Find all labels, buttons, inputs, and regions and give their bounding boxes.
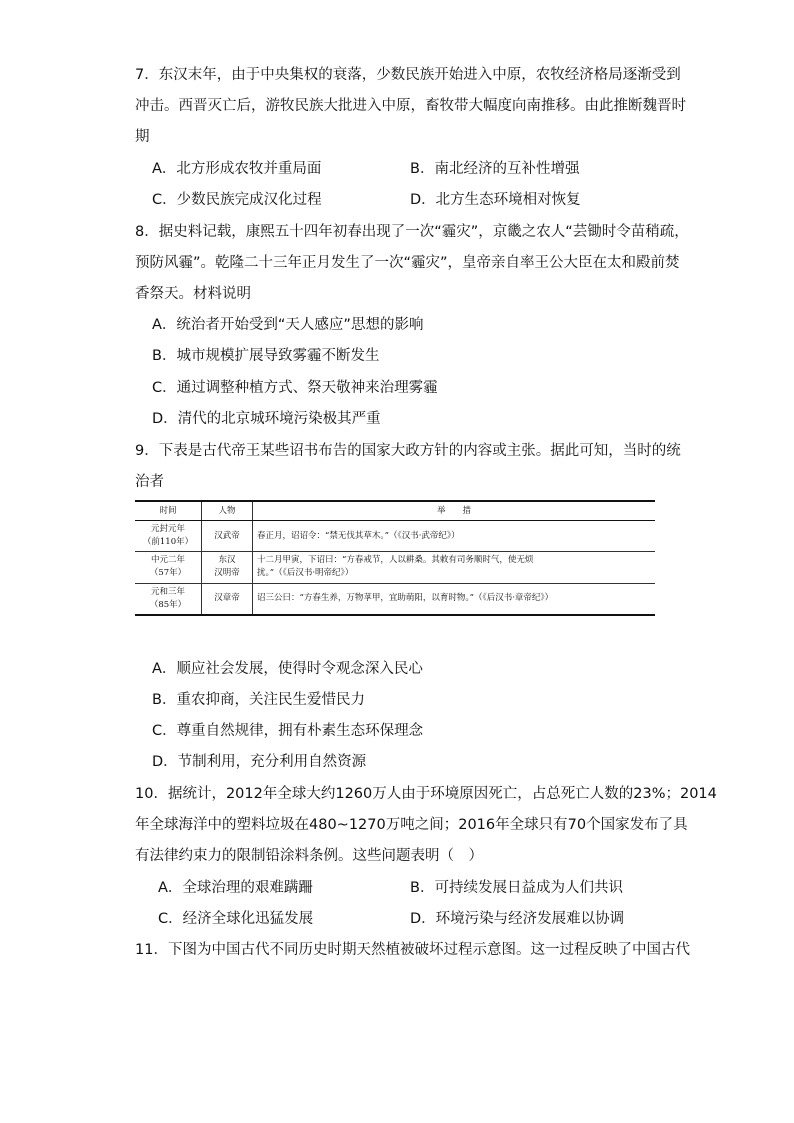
q10-stem-line-2: 年全球海洋中的塑料垃圾在480~1270万吨之间；2016年全球只有70个国家发布了具 (135, 817, 688, 833)
table-cell-measure (253, 521, 656, 552)
q10-stem-line-1: 10．据统计，2012年全球大约1260万人由于环境原因死亡，占总死亡人数的23%；2014 (135, 786, 717, 802)
table-row (135, 583, 655, 615)
q8-stem-line-3: 香祭天。材料说明 (135, 286, 251, 302)
q8-stem-line-1: 8．据史料记载，康熙五十四年初春出现了一次“霾灾”，京畿之农人“芸锄时令苗稍疏， (135, 224, 689, 240)
person-text: 汉武帝 (214, 530, 240, 541)
measure-text: 诏三公曰：“方春生养，万物莩甲，宜助萌阳，以育时物。”（《后汉书·章帝纪》） (257, 593, 554, 604)
q8-option-d[interactable]: D．清代的北京城环境污染极其严重 (152, 411, 381, 427)
table-cell-person (202, 521, 253, 552)
time-year-text: （57年） (149, 568, 187, 579)
q8-option-b[interactable]: B．城市规模扩展导致雾霾不断发生 (152, 348, 380, 364)
table-cell-measure (253, 552, 656, 583)
table-cell-measure (253, 583, 656, 615)
q7-stem-line-1: 7．东汉末年，由于中央集权的衰落，少数民族开始进入中原，农牧经济格局逐渐受到 (135, 67, 681, 83)
table-header-time: 时间 (135, 501, 202, 521)
q9-option-d[interactable]: D．节制利用，充分利用自然资源 (152, 754, 367, 770)
time-year-text: （前110年） (142, 537, 194, 548)
table-header-person: 人物 (202, 501, 253, 521)
q10-option-d[interactable]: D．环境污染与经济发展难以协调 (410, 911, 625, 927)
q7-option-c[interactable]: C．少数民族完成汉化过程 (152, 192, 322, 208)
person-text: 汉章帝 (214, 593, 240, 604)
table-row (135, 521, 655, 552)
q8-option-c[interactable]: C．通过调整种植方式、祭天敬神来治理雾霾 (152, 380, 438, 396)
q9-policy-table (135, 500, 655, 616)
q8-option-a[interactable]: A．统治者开始受到“天人感应”思想的影响 (152, 317, 424, 333)
q10-option-b[interactable]: B．可持续发展日益成为人们共识 (410, 880, 623, 896)
q10-option-a[interactable]: A．全球治理的艰难蹒跚 (158, 880, 313, 896)
q11-stem-line-1: 11．下图为中国古代不同历史时期天然植被破坏过程示意图。这一过程反映了中国古代 (135, 942, 690, 958)
table-row (135, 552, 655, 583)
table-cell-time (135, 583, 202, 615)
q9-option-c[interactable]: C．尊重自然规律，拥有朴素生态环保理念 (152, 723, 424, 739)
table-cell-person (202, 583, 253, 615)
q9-stem-line-2: 治者 (135, 474, 164, 490)
table-header-measure: 举 措 (253, 501, 656, 521)
q9-stem-line-1: 9．下表是古代帝王某些诏书布告的国家大政方针的内容或主张。据此可知，当时的统 (135, 443, 681, 459)
person-text: 汉明帝 (214, 568, 240, 579)
measure-text: 扰。”（《后汉书·明帝纪》） (257, 568, 354, 579)
q9-option-a[interactable]: A．顺应社会发展，使得时令观念深入民心 (152, 661, 423, 677)
q8-stem-line-2: 预防风霾”。乾隆二十三年正月发生了一次“霾灾”，皇帝亲自率王公大臣在太和殿前焚 (135, 255, 680, 271)
time-text: 中元二年 (150, 555, 185, 566)
q9-option-b[interactable]: B．重农抑商，关注民生爱惜民力 (152, 692, 365, 708)
person-text: 东汉 (218, 555, 236, 566)
q7-option-b[interactable]: B．南北经济的互补性增强 (410, 161, 580, 177)
time-text: 元和三年 (150, 586, 185, 597)
measure-text: 春正月，诏诏令：“禁无伐其草木。”（《汉书·武帝纪》） (257, 530, 460, 541)
q7-option-d[interactable]: D．北方生态环境相对恢复 (410, 192, 581, 208)
table-cell-time (135, 552, 202, 583)
measure-text: 十二月甲寅，下诏曰：“方春戒节，人以耕桑。其敕有司务顺时气，使无烦 (257, 555, 534, 566)
time-text: 元封元年 (150, 524, 185, 535)
q7-stem-line-2: 冲击。西晋灭亡后，游牧民族大批进入中原，畜牧带大幅度向南推移。由此推断魏晋时 (135, 98, 686, 114)
q10-option-c[interactable]: C．经济全球化迅猛发展 (158, 911, 314, 927)
q10-stem-line-3: 有法律约束力的限制铅涂料条例。这些问题表明（ ） (135, 848, 483, 864)
table-cell-time (135, 521, 202, 552)
time-year-text: （85年） (149, 599, 187, 610)
q7-option-a[interactable]: A．北方形成农牧并重局面 (152, 161, 322, 177)
table-cell-person (202, 552, 253, 583)
q7-stem-line-3: 期 (135, 129, 150, 145)
